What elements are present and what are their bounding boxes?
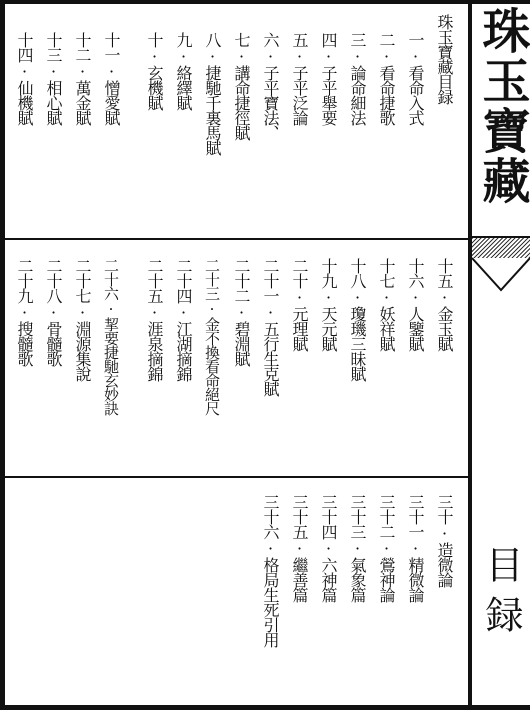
toc-heading: 珠玉寶藏目録 xyxy=(435,14,454,104)
toc-entry: 十五·金玉賦 xyxy=(435,258,454,351)
section-1 xyxy=(0,32,468,232)
toc-entry: 二十六·挈要捷馳玄妙訣 xyxy=(102,258,120,415)
toc-entry: 十六·人鑒賦 xyxy=(406,258,425,351)
toc-entry: 二十四·江湖摘錦 xyxy=(174,258,193,381)
toc-entry: 三十一·精微論 xyxy=(406,494,425,602)
toc-entry: 三十六·格局生死引用 xyxy=(261,494,280,647)
section-divider-1 xyxy=(5,238,468,240)
section-2 xyxy=(0,258,468,468)
toc-entry: 二十二·碧淵賦 xyxy=(232,258,251,366)
frame-top xyxy=(0,0,530,4)
toc-entry: 三十五·繼善篇 xyxy=(290,494,309,602)
toc-entry: 六·子平寶法、 xyxy=(261,32,280,140)
toc-entry: 二十八·骨髓歌 xyxy=(44,258,63,366)
toc-entry: 二十五·涯泉摘錦 xyxy=(145,258,164,381)
toc-entry: 二·看命捷歌 xyxy=(377,32,396,125)
side-title: 珠玉寶藏 xyxy=(474,6,530,206)
side-hatch-ornament xyxy=(472,238,530,258)
toc-entry: 二十九·搜髓歌 xyxy=(15,258,34,366)
toc-entry: 二十三·金不換看命絕尺 xyxy=(203,258,221,415)
toc-entry: 七·講命捷徑賦 xyxy=(232,32,251,140)
toc-entry: 二十一·五行生克賦 xyxy=(261,258,280,396)
side-divider xyxy=(468,0,472,710)
toc-entry: 十二·萬金賦 xyxy=(73,32,92,125)
toc-entry: 三十四·六神篇 xyxy=(319,494,338,602)
toc-entry: 十·玄機賦 xyxy=(145,32,164,110)
fish-tail-ornament xyxy=(472,256,530,296)
toc-entry: 三·論命細法 xyxy=(348,32,367,125)
section-3 xyxy=(0,494,468,694)
toc-entry: 十四·仙機賦 xyxy=(15,32,34,125)
toc-entry: 五·子平泛論 xyxy=(290,32,309,125)
toc-entry: 二十·元理賦 xyxy=(290,258,309,351)
toc-entry: 三十·造微論 xyxy=(435,494,454,587)
toc-entry: 二十七·淵源集說 xyxy=(73,258,92,381)
toc-entry: 一·看命入式 xyxy=(406,32,425,125)
toc-entry: 八·捷馳千裏馬賦 xyxy=(203,32,222,155)
toc-entry: 三十二·鶯神論 xyxy=(377,494,396,602)
toc-entry: 十一·憎愛賦 xyxy=(102,32,121,125)
toc-entry: 四·子平舉要 xyxy=(319,32,338,125)
toc-entry: 三十三·氣象篇 xyxy=(348,494,367,602)
toc-entry: 十七·妖祥賦 xyxy=(377,258,396,351)
section-divider-2 xyxy=(5,476,468,478)
toc-entry: 十九·天元賦 xyxy=(319,258,338,351)
side-subtitle: 目録 xyxy=(479,545,523,645)
toc-entry: 十三·相心賦 xyxy=(44,32,63,125)
toc-entry: 十八·瓊璣三昧賦 xyxy=(348,258,367,381)
toc-entry: 九·絡繹賦 xyxy=(174,32,193,110)
frame-bottom xyxy=(0,705,530,710)
